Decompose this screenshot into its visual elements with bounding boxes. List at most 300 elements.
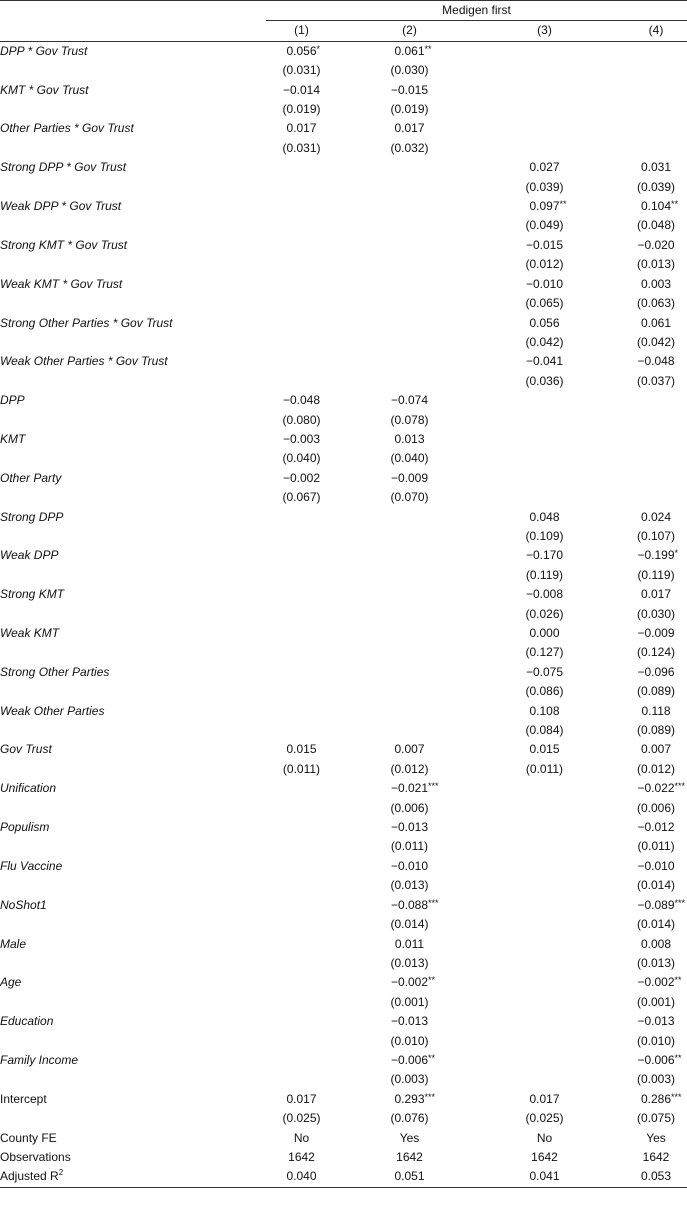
table-row <box>0 41 687 61</box>
coefficient-cell <box>371 469 478 488</box>
coefficient-cell <box>266 1051 371 1070</box>
se-row-blank <box>0 100 266 119</box>
standard-error-cell <box>585 139 687 158</box>
coefficient-value: −0.006 ** <box>637 1051 674 1070</box>
standard-error-cell <box>585 799 687 818</box>
standard-error-cell <box>478 411 585 430</box>
se-row <box>0 915 687 934</box>
standard-error-value: (0.026) <box>525 606 564 621</box>
coefficient-cell <box>585 508 687 527</box>
standard-error-cell <box>478 954 585 973</box>
standard-error-cell <box>478 1070 585 1089</box>
standard-error-cell <box>371 372 478 391</box>
standard-error-cell <box>478 372 585 391</box>
standard-error-cell <box>585 721 687 740</box>
standard-error-cell <box>266 682 371 701</box>
table-row <box>0 973 687 992</box>
coefficient-value: −0.021 *** <box>391 779 428 798</box>
coefficient-cell <box>478 1051 585 1070</box>
standard-error-cell <box>585 837 687 856</box>
footer-label-superscript: 2 <box>58 1168 64 1178</box>
standard-error-value: (0.030) <box>390 63 429 78</box>
coefficient-cell <box>266 119 371 138</box>
header-blank <box>0 1 266 21</box>
se-row <box>0 682 687 701</box>
coefficient-value: −0.003 <box>282 431 321 446</box>
standard-error-value: (0.042) <box>636 334 676 349</box>
standard-error-value: (0.019) <box>282 102 321 117</box>
coefficient-cell <box>585 158 687 177</box>
standard-error-value: (0.048) <box>636 218 676 233</box>
standard-error-value: (0.037) <box>636 373 676 388</box>
row-label: Strong Other Parties <box>0 664 110 679</box>
coefficient-cell <box>478 779 585 798</box>
coefficient-cell <box>266 275 371 294</box>
standard-error-cell <box>585 1032 687 1051</box>
standard-error-value: (0.124) <box>636 645 676 660</box>
coefficient-value: 0.003 <box>640 276 672 291</box>
coefficient-value: 0.097 ** <box>529 197 559 216</box>
coefficient-cell <box>585 352 687 371</box>
coefficient-cell <box>371 663 478 682</box>
coefficient-cell <box>371 896 478 915</box>
coefficient-cell <box>266 702 371 721</box>
coefficient-value: −0.048 <box>637 354 675 369</box>
coefficient-cell <box>266 857 371 876</box>
standard-error-cell <box>266 372 371 391</box>
se-row-blank <box>0 139 266 158</box>
coefficient-value: −0.010 <box>637 858 675 873</box>
coefficient-cell <box>585 702 687 721</box>
standard-error-value: (0.001) <box>390 994 429 1009</box>
coefficient-cell <box>478 973 585 992</box>
coefficient-cell <box>371 391 478 410</box>
coefficient-cell <box>478 352 585 371</box>
standard-error-value: (0.107) <box>636 528 676 543</box>
standard-error-cell <box>371 527 478 546</box>
coefficient-cell <box>585 236 687 255</box>
standard-error-cell <box>371 993 478 1012</box>
standard-error-cell <box>266 799 371 818</box>
coefficient-cell <box>585 896 687 915</box>
row-label: Weak DPP * Gov Trust <box>0 199 122 214</box>
coefficient-cell <box>371 314 478 333</box>
standard-error-cell <box>585 488 687 507</box>
table-row <box>0 352 687 371</box>
coefficient-value: 0.015 <box>529 742 560 757</box>
footer-value: 1642 <box>531 1149 558 1164</box>
coefficient-cell <box>585 857 687 876</box>
se-row-blank <box>0 682 266 701</box>
standard-error-cell <box>585 333 687 352</box>
footer-value: 0.051 <box>371 1167 478 1187</box>
coefficient-cell <box>266 352 371 371</box>
row-label: Strong KMT * Gov Trust <box>0 237 128 252</box>
coefficient-value: 0.061 ** <box>394 42 424 61</box>
coefficient-cell <box>585 81 687 100</box>
coefficient-cell <box>478 740 585 759</box>
standard-error-cell <box>478 760 585 779</box>
standard-error-cell <box>478 255 585 274</box>
row-label: Weak KMT <box>0 626 60 640</box>
coefficient-cell <box>266 663 371 682</box>
row-label: KMT * Gov Trust <box>0 82 89 97</box>
standard-error-cell <box>585 100 687 119</box>
coefficient-cell <box>478 158 585 177</box>
standard-error-value: (0.019) <box>390 102 429 117</box>
significance-stars: *** <box>674 897 686 908</box>
table-row <box>0 624 687 643</box>
standard-error-value: (0.003) <box>636 1072 676 1087</box>
standard-error-value: (0.086) <box>525 684 564 699</box>
table-body <box>0 41 687 1187</box>
standard-error-cell <box>478 216 585 235</box>
se-row-blank <box>0 527 266 546</box>
coefficient-cell <box>266 197 371 216</box>
standard-error-cell <box>478 915 585 934</box>
coefficient-value: 0.017 <box>394 121 425 136</box>
row-label: NoShot1 <box>0 897 47 912</box>
coefficient-value: 0.061 <box>640 315 672 330</box>
column-header: (3) <box>478 21 585 41</box>
standard-error-cell <box>478 643 585 662</box>
coefficient-cell <box>585 430 687 449</box>
standard-error-value: (0.070) <box>390 490 429 505</box>
row-label: Weak KMT * Gov Trust <box>0 276 123 291</box>
significance-stars: *** <box>428 897 439 908</box>
coefficient-value: 0.000 <box>529 626 560 640</box>
coefficient-value: −0.096 <box>637 664 675 679</box>
coefficient-value: 0.007 <box>640 742 672 757</box>
se-row <box>0 760 687 779</box>
significance-stars: * <box>674 548 679 559</box>
coefficient-cell <box>266 236 371 255</box>
coefficient-cell <box>585 119 687 138</box>
coefficient-cell <box>266 624 371 643</box>
row-label: Strong Other Parties * Gov Trust <box>0 315 173 330</box>
footer-value: 0.041 <box>478 1167 585 1187</box>
coefficient-value: −0.089 *** <box>637 896 674 915</box>
standard-error-value: (0.003) <box>390 1072 429 1087</box>
standard-error-cell <box>371 449 478 468</box>
table-row <box>0 508 687 527</box>
coefficient-cell <box>266 391 371 410</box>
coefficient-cell <box>585 41 687 61</box>
standard-error-cell <box>266 488 371 507</box>
se-row-blank <box>0 1109 266 1128</box>
standard-error-value: (0.014) <box>390 917 429 932</box>
group-header-row <box>0 1 687 21</box>
footer-value: 1642 <box>642 1149 670 1164</box>
footer-label: Adjusted $R^2$ <box>0 1167 266 1187</box>
row-label: Weak Other Parties <box>0 703 105 718</box>
standard-error-value: (0.080) <box>282 412 321 427</box>
coefficient-value: 0.017 <box>529 1091 560 1106</box>
coefficient-cell <box>478 546 585 565</box>
se-row <box>0 1109 687 1128</box>
table-row <box>0 702 687 721</box>
coefficient-value: 0.017 <box>286 121 317 136</box>
standard-error-value: (0.014) <box>636 878 676 893</box>
table-row <box>0 119 687 138</box>
coefficient-value: −0.014 <box>282 82 321 97</box>
row-label: Male <box>0 936 27 951</box>
coefficient-cell <box>266 935 371 954</box>
standard-error-cell <box>585 449 687 468</box>
standard-error-cell <box>266 721 371 740</box>
coefficient-cell <box>371 1012 478 1031</box>
standard-error-cell <box>266 876 371 895</box>
se-row <box>0 566 687 585</box>
significance-stars: ** <box>424 43 432 54</box>
table-row <box>0 896 687 915</box>
table-row <box>0 935 687 954</box>
se-row-blank <box>0 255 266 274</box>
se-row-blank <box>0 1032 266 1051</box>
se-row <box>0 993 687 1012</box>
standard-error-cell <box>266 954 371 973</box>
standard-error-value: (0.014) <box>636 917 676 932</box>
coefficient-cell <box>585 1051 687 1070</box>
coefficient-value: −0.013 <box>390 820 429 835</box>
coefficient-cell <box>585 469 687 488</box>
footer-row <box>0 1148 687 1167</box>
standard-error-value: (0.040) <box>282 451 321 466</box>
standard-error-cell <box>478 178 585 197</box>
standard-error-cell <box>371 294 478 313</box>
table-row <box>0 314 687 333</box>
coefficient-cell <box>371 702 478 721</box>
standard-error-value: (0.065) <box>525 296 564 311</box>
coefficient-value: −0.020 <box>637 237 675 252</box>
standard-error-cell <box>478 294 585 313</box>
se-row-blank <box>0 566 266 585</box>
coefficient-cell <box>371 973 478 992</box>
coefficient-cell <box>478 236 585 255</box>
standard-error-cell <box>266 566 371 585</box>
coefficient-cell <box>585 624 687 643</box>
se-row <box>0 605 687 624</box>
standard-error-cell <box>478 100 585 119</box>
table-row <box>0 857 687 876</box>
standard-error-value: (0.011) <box>390 839 429 854</box>
coefficient-cell <box>371 818 478 837</box>
se-row <box>0 333 687 352</box>
se-row <box>0 216 687 235</box>
coefficient-value: 0.011 <box>394 936 425 951</box>
se-row-blank <box>0 876 266 895</box>
coefficient-cell <box>585 275 687 294</box>
footer-value: 0.040 <box>266 1167 371 1187</box>
se-row-blank <box>0 488 266 507</box>
table-row <box>0 236 687 255</box>
standard-error-value: (0.040) <box>390 451 429 466</box>
standard-error-cell <box>371 876 478 895</box>
table-row <box>0 818 687 837</box>
standard-error-value: (0.011) <box>637 839 675 854</box>
coefficient-cell <box>478 275 585 294</box>
standard-error-cell <box>371 721 478 740</box>
coefficient-cell <box>266 585 371 604</box>
se-row-blank <box>0 372 266 391</box>
standard-error-cell <box>371 1032 478 1051</box>
standard-error-cell <box>585 915 687 934</box>
coefficient-value: 0.293 *** <box>394 1090 424 1109</box>
standard-error-value: (0.011) <box>282 761 321 776</box>
coefficient-cell <box>585 818 687 837</box>
coefficient-cell <box>478 585 585 604</box>
standard-error-value: (0.089) <box>636 684 676 699</box>
table-row <box>0 81 687 100</box>
coefficient-cell <box>585 314 687 333</box>
standard-error-value: (0.013) <box>390 955 429 970</box>
coefficient-cell <box>478 624 585 643</box>
coefficient-value: 0.104 ** <box>641 197 671 216</box>
standard-error-cell <box>371 1109 478 1128</box>
coefficient-cell <box>266 81 371 100</box>
standard-error-cell <box>266 643 371 662</box>
standard-error-cell <box>371 566 478 585</box>
coefficient-cell <box>585 779 687 798</box>
coefficient-cell <box>266 41 371 61</box>
coefficient-cell <box>585 1012 687 1031</box>
standard-error-cell <box>585 993 687 1012</box>
coefficient-value: 0.017 <box>640 587 672 602</box>
standard-error-cell <box>585 216 687 235</box>
standard-error-cell <box>585 954 687 973</box>
coefficient-cell <box>371 624 478 643</box>
footer-value: Yes <box>399 1130 420 1145</box>
se-row <box>0 294 687 313</box>
row-label: Family Income <box>0 1052 79 1067</box>
coefficient-cell <box>478 314 585 333</box>
coefficient-value: 0.286 *** <box>641 1090 671 1109</box>
coefficient-cell <box>371 1090 478 1109</box>
coefficient-cell <box>266 508 371 527</box>
significance-stars: ** <box>428 975 436 986</box>
coefficient-value: −0.048 <box>282 393 321 408</box>
standard-error-cell <box>478 1032 585 1051</box>
standard-error-value: (0.109) <box>525 528 564 543</box>
table-row <box>0 585 687 604</box>
coefficient-value: −0.010 <box>390 858 429 873</box>
coefficient-value: −0.010 <box>525 276 564 291</box>
coefficient-value: −0.013 <box>637 1014 675 1029</box>
coefficient-value: −0.009 <box>637 626 675 640</box>
standard-error-cell <box>371 837 478 856</box>
standard-error-cell <box>266 449 371 468</box>
coefficient-value: −0.002 ** <box>637 973 674 992</box>
column-header: (2) <box>371 21 478 41</box>
standard-error-cell <box>266 760 371 779</box>
footer-value: No <box>293 1130 310 1145</box>
se-row <box>0 255 687 274</box>
row-label: Age <box>0 975 22 990</box>
standard-error-cell <box>585 527 687 546</box>
footer-value: No <box>536 1130 553 1145</box>
coefficient-cell <box>266 469 371 488</box>
coefficient-value: −0.015 <box>390 82 429 97</box>
standard-error-cell <box>478 876 585 895</box>
row-label: Strong DPP * Gov Trust <box>0 160 127 175</box>
se-row <box>0 100 687 119</box>
standard-error-cell <box>585 372 687 391</box>
table-row <box>0 430 687 449</box>
se-row-blank <box>0 993 266 1012</box>
se-row <box>0 1070 687 1089</box>
significance-stars: *** <box>671 1091 682 1102</box>
row-label: DPP * Gov Trust <box>0 43 88 58</box>
coefficient-cell <box>585 973 687 992</box>
standard-error-cell <box>478 721 585 740</box>
table-row <box>0 663 687 682</box>
standard-error-cell <box>266 605 371 624</box>
coefficient-cell <box>371 236 478 255</box>
coefficient-cell <box>585 935 687 954</box>
coefficient-cell <box>266 818 371 837</box>
se-row <box>0 527 687 546</box>
column-header: (1) <box>266 21 371 41</box>
coefficient-value: −0.002 <box>282 470 321 485</box>
se-row-blank <box>0 294 266 313</box>
row-label: Weak Other Parties * Gov Trust <box>0 354 168 369</box>
standard-error-value: (0.025) <box>282 1111 321 1126</box>
standard-error-value: (0.039) <box>636 179 676 194</box>
standard-error-cell <box>585 643 687 662</box>
coefficient-cell <box>585 1090 687 1109</box>
se-row-blank <box>0 178 266 197</box>
standard-error-cell <box>266 216 371 235</box>
coefficient-cell <box>478 663 585 682</box>
standard-error-value: (0.042) <box>525 334 564 349</box>
standard-error-value: (0.127) <box>525 645 564 660</box>
coefficient-cell <box>266 1012 371 1031</box>
standard-error-cell <box>266 1032 371 1051</box>
significance-stars: ** <box>674 975 682 986</box>
se-row-blank <box>0 411 266 430</box>
coefficient-value: −0.015 <box>525 237 564 252</box>
standard-error-cell <box>266 333 371 352</box>
coefficient-cell <box>371 119 478 138</box>
standard-error-value: (0.039) <box>525 179 564 194</box>
row-label: Strong DPP <box>0 509 64 524</box>
coefficient-cell <box>371 546 478 565</box>
header-blank <box>0 21 266 41</box>
coefficient-cell <box>266 896 371 915</box>
coefficient-value: 0.031 <box>640 160 672 175</box>
coefficient-cell <box>478 469 585 488</box>
coefficient-cell <box>478 702 585 721</box>
coefficient-cell <box>371 857 478 876</box>
standard-error-cell <box>371 216 478 235</box>
significance-stars: ** <box>559 199 567 210</box>
standard-error-cell <box>585 605 687 624</box>
se-row-blank <box>0 721 266 740</box>
se-row <box>0 488 687 507</box>
standard-error-cell <box>371 100 478 119</box>
se-row-blank <box>0 333 266 352</box>
standard-error-value: (0.075) <box>636 1111 676 1126</box>
se-row-blank <box>0 61 266 80</box>
coefficient-cell <box>266 740 371 759</box>
coefficient-value: −0.075 <box>525 664 564 679</box>
standard-error-cell <box>478 449 585 468</box>
coefficient-cell <box>478 430 585 449</box>
standard-error-cell <box>371 760 478 779</box>
standard-error-cell <box>266 294 371 313</box>
standard-error-value: (0.006) <box>390 800 429 815</box>
table-row <box>0 1051 687 1070</box>
